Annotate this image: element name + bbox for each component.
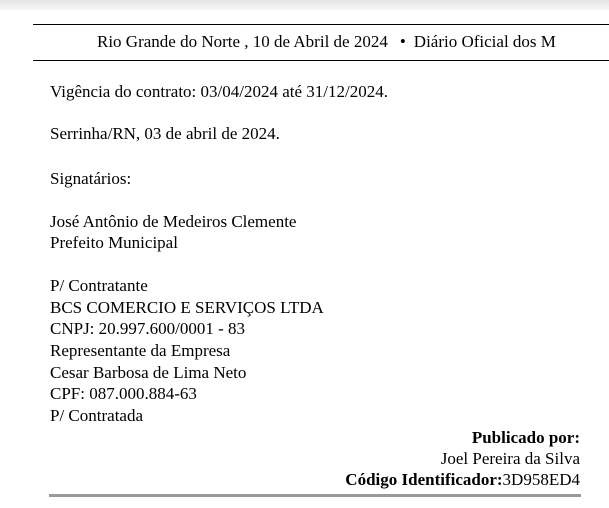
header-bottom-rule (33, 60, 609, 61)
header-publication: Diário Oficial dos M (413, 32, 556, 51)
signer1-name: José Antônio de Medeiros Clemente (50, 212, 297, 231)
company-cnpj: CNPJ: 20.997.600/0001 - 83 (50, 319, 246, 338)
footer-rule (49, 494, 581, 497)
header-top-rule (33, 24, 609, 25)
page-header (97, 32, 556, 52)
signer1-party: P/ Contratante (50, 276, 148, 295)
published-by-label: Publicado por: (471, 428, 580, 447)
identifier-code (345, 470, 580, 490)
document-page (33, 10, 609, 508)
header-location-date: Rio Grande do Norte , 10 de Abril de 2024 (97, 32, 388, 51)
company-name: BCS COMERCIO E SERVIÇOS LTDA (50, 298, 324, 317)
publisher-name: Joel Pereira da Silva (440, 449, 580, 468)
viewer-top-shadow (0, 0, 609, 10)
signer2-cpf: CPF: 087.000.884-63 (50, 384, 197, 403)
signer2-name: Cesar Barbosa de Lima Neto (50, 363, 247, 382)
signer1-role: Prefeito Municipal (50, 233, 178, 252)
place-date-text: Serrinha/RN, 03 de abril de 2024. (50, 124, 280, 143)
identifier-code-value: 3D958ED4 (502, 470, 580, 489)
signatarios-label: Signatários: (50, 169, 132, 188)
vigencia-text: Vigência do contrato: 03/04/2024 até 31/12/2024. (50, 82, 388, 101)
identifier-code-label: Código Identificador: (345, 470, 503, 489)
signer2-party: P/ Contratada (50, 406, 144, 425)
header-separator: • (399, 32, 406, 51)
company-rep-label: Representante da Empresa (50, 341, 231, 360)
